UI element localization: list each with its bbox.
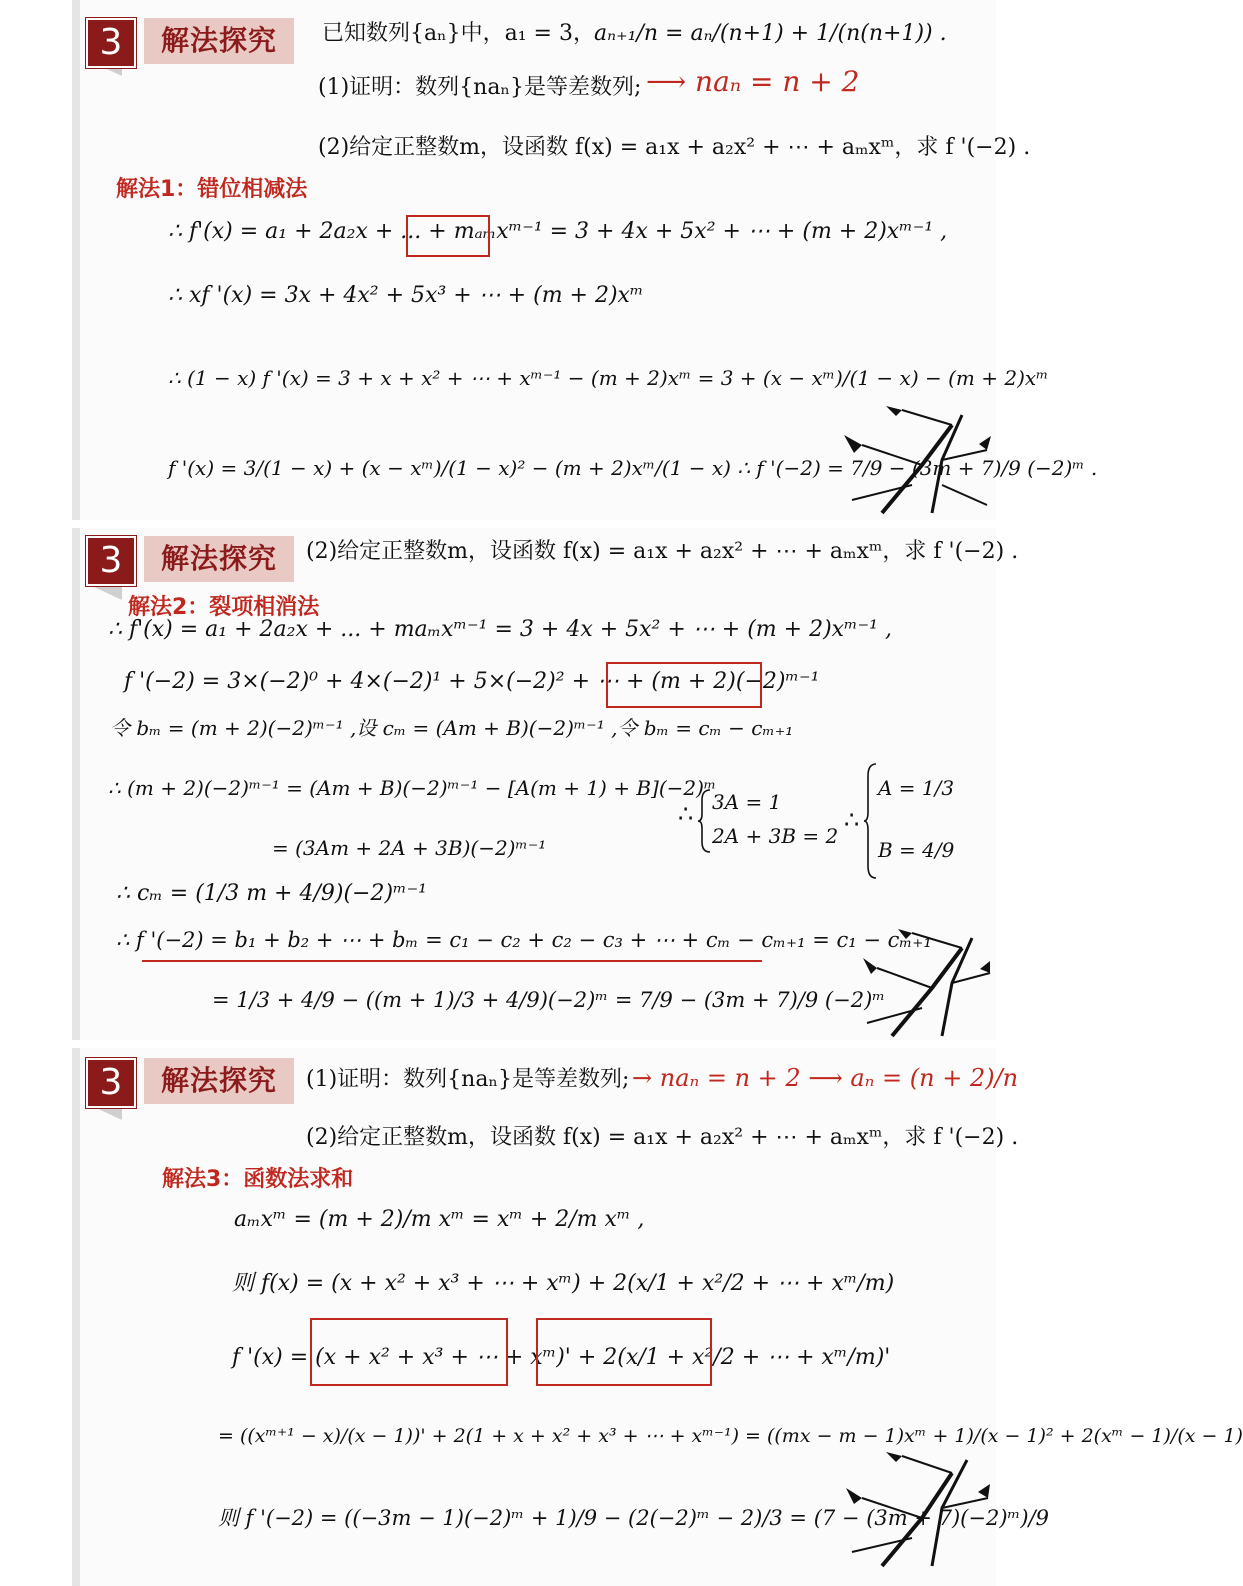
derivation-line: ∴ (m + 2)(−2)ᵐ⁻¹ = (Am + B)(−2)ᵐ⁻¹ − [A(m + 1) + B](−2)ᵐ <box>108 776 717 800</box>
red-underline <box>142 960 762 962</box>
part1-result: ⟶ naₙ = n + 2 <box>646 65 860 98</box>
part1-statement: (1)证明：数列{naₙ}是等差数列; <box>318 75 642 100</box>
section-banner: 解法探究 <box>144 18 294 64</box>
system-equation: 2A + 3B = 2 <box>712 824 839 848</box>
derivation-line: f '(x) = 3/(1 − x) + (x − xᵐ)/(1 − x)² − (m + 2)xᵐ/(1 − x) ∴ f '(−2) = 7/9 − (3m + 7)/9 (−2)ᵐ . <box>168 456 1098 480</box>
derivation-line: ∴ xf '(x) = 3x + 4x² + 5x³ + ⋯ + (m + 2)xᵐ <box>168 283 644 308</box>
therefore-symbol: ∴ <box>678 800 694 828</box>
method-heading: 解法2：裂项相消法 <box>128 595 320 620</box>
section-banner: 解法探究 <box>144 1058 294 1104</box>
part2-statement: (2)给定正整数m，设函数 f(x) = a₁x + a₂x² + ⋯ + aₘxᵐ，求 f '(−2) . <box>318 135 1031 160</box>
system-brace <box>698 788 712 854</box>
derivation-line: ∴ cₘ = (1/3 m + 4/9)(−2)ᵐ⁻¹ <box>116 881 427 906</box>
derivation-line: = 1/3 + 4/9 − ((m + 1)/3 + 4/9)(−2)ᵐ = 7/9 − (3m + 7)/9 (−2)ᵐ <box>212 988 886 1012</box>
corner-curl <box>92 1106 122 1120</box>
highlight-box <box>310 1318 508 1386</box>
slide-separator <box>72 520 996 528</box>
derivation-line: = (3Am + 2A + 3B)(−2)ᵐ⁻¹ <box>272 836 547 860</box>
bamboo-decoration <box>862 928 992 1038</box>
derivation-line: 则 f '(−2) = ((−3m − 1)(−2)ᵐ + 1)/9 − (2(−2)ᵐ − 2)/3 = (7 − (3m + 7)(−2)ᵐ)/9 <box>218 1506 1050 1530</box>
highlight-box <box>406 215 490 257</box>
derivation-line: ∴ (1 − x) f '(x) = 3 + x + x² + ⋯ + xᵐ⁻¹ − (m + 2)xᵐ = 3 + (x − xᵐ)/(1 − x) − (m + 2)xᵐ <box>168 366 1049 390</box>
section-badge: 3 <box>86 18 136 68</box>
section-banner: 解法探究 <box>144 536 294 582</box>
derivation-line: = ((xᵐ⁺¹ − x)/(x − 1))' + 2(1 + x + x² + x³ + ⋯ + xᵐ⁻¹) = ((mx − m − 1)xᵐ + 1)/(x − 1)² + 2(xᵐ − 1)/(x − 1) <box>218 1425 1243 1447</box>
derivation-line: ∴ f'(x) = a₁ + 2a₂x + ... + maₘxᵐ⁻¹ = 3 + 4x + 5x² + ⋯ + (m + 2)xᵐ⁻¹ , <box>108 617 892 642</box>
section-badge: 3 <box>86 1058 136 1108</box>
bamboo-decoration <box>842 1448 992 1568</box>
derivation-line: f '(−2) = 3×(−2)⁰ + 4×(−2)¹ + 5×(−2)² + ⋯ + (m + 2)(−2)ᵐ⁻¹ <box>124 669 820 694</box>
derivation-line: ∴ f '(−2) = b₁ + b₂ + ⋯ + bₘ = c₁ − c₂ + c₂ − c₃ + ⋯ + cₘ − cₘ₊₁ = c₁ − cₘ₊₁ <box>116 928 932 952</box>
slide-3 <box>72 1048 1243 1586</box>
derivation-line: 令 bₘ = (m + 2)(−2)ᵐ⁻¹ ,设 cₘ = (Am + B)(−2)ᵐ⁻¹ ,令 bₘ = cₘ − cₘ₊₁ <box>110 716 794 740</box>
system-solution: A = 1/3 <box>878 776 955 800</box>
system-brace <box>864 762 878 880</box>
system-solution: B = 4/9 <box>878 838 955 862</box>
derivation-line: f '(x) = (x + x² + x³ + ⋯ + xᵐ)' + 2(x/1 + x²/2 + ⋯ + xᵐ/m)' <box>232 1345 891 1370</box>
part1-statement: (1)证明：数列{naₙ}是等差数列; <box>306 1067 630 1092</box>
derivation-line: ∴ f'(x) = a₁ + 2a₂x + ... + mₐₘxᵐ⁻¹ = 3 + 4x + 5x² + ⋯ + (m + 2)xᵐ⁻¹ , <box>168 219 948 244</box>
slide-2 <box>72 528 1019 1040</box>
derivation-line: 则 f(x) = (x + x² + x³ + ⋯ + xᵐ) + 2(x/1 + x²/2 + ⋯ + xᵐ/m) <box>232 1271 895 1296</box>
highlight-box <box>536 1318 712 1386</box>
problem-recurrence: aₙ₊₁/n = aₙ/(n+1) + 1/(n(n+1)) . <box>594 21 947 46</box>
problem-intro: 已知数列{aₙ}中，a₁ = 3， <box>322 21 595 46</box>
system-equation: 3A = 1 <box>712 790 782 814</box>
section-badge: 3 <box>86 536 136 586</box>
part1-result: → naₙ = n + 2 ⟶ aₙ = (n + 2)/n <box>632 1064 1019 1092</box>
method-heading: 解法1：错位相减法 <box>116 177 308 202</box>
highlight-box <box>606 662 762 708</box>
bamboo-decoration <box>842 405 992 515</box>
slide-1 <box>72 0 1098 520</box>
part2-statement: (2)给定正整数m，设函数 f(x) = a₁x + a₂x² + ⋯ + aₘxᵐ，求 f '(−2) . <box>306 539 1019 564</box>
derivation-line: aₘxᵐ = (m + 2)/m xᵐ = xᵐ + 2/m xᵐ , <box>234 1207 645 1232</box>
part2-statement: (2)给定正整数m，设函数 f(x) = a₁x + a₂x² + ⋯ + aₘxᵐ，求 f '(−2) . <box>306 1125 1019 1150</box>
slide-separator <box>72 1040 996 1048</box>
corner-curl <box>92 586 122 600</box>
therefore-symbol: ∴ <box>844 806 860 834</box>
method-heading: 解法3：函数法求和 <box>162 1167 354 1192</box>
